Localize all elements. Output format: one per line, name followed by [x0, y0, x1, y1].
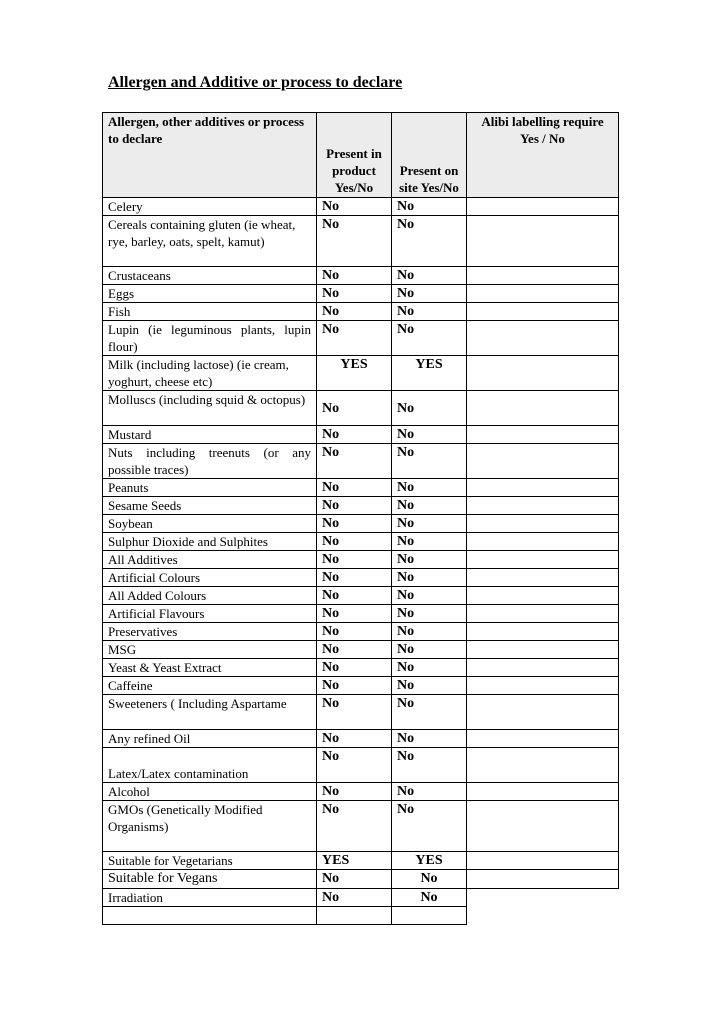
row-alibi: [467, 303, 619, 321]
table-row: [103, 783, 619, 801]
row-item: Latex/Latex contamination: [103, 748, 317, 783]
row-alibi: [467, 659, 619, 677]
row-alibi: [467, 267, 619, 285]
row-on-site: No: [392, 870, 467, 889]
table-row: [103, 303, 619, 321]
table-row: [103, 198, 619, 216]
row-alibi: [467, 198, 619, 216]
row-in-product: No: [317, 870, 392, 889]
row-on-site: No: [392, 801, 467, 852]
row-on-site: No: [392, 515, 467, 533]
row-item: Preservatives: [103, 623, 317, 641]
row-alibi: [467, 852, 619, 870]
page-title: Allergen and Additive or process to declare: [108, 74, 403, 91]
row-item: Eggs: [103, 285, 317, 303]
row-alibi: [467, 641, 619, 659]
row-item: Artificial Flavours: [103, 605, 317, 623]
row-in-product: No: [317, 641, 392, 659]
row-alibi: [467, 783, 619, 801]
table-row: [103, 587, 619, 605]
row-alibi: [467, 730, 619, 748]
row-alibi: [467, 605, 619, 623]
row-alibi: [467, 801, 619, 852]
table-row: [103, 497, 619, 515]
row-alibi: [467, 677, 619, 695]
row-on-site: No: [392, 391, 467, 426]
row-on-site: No: [392, 267, 467, 285]
row-item: All Additives: [103, 551, 317, 569]
row-on-site: YES: [392, 356, 467, 391]
row-alibi: [467, 623, 619, 641]
row-on-site: No: [392, 216, 467, 267]
row-on-site: No: [392, 730, 467, 748]
table-row: [103, 641, 619, 659]
row-on-site: No: [392, 748, 467, 783]
empty-cell: [467, 907, 619, 925]
row-alibi: [467, 587, 619, 605]
row-in-product: No: [317, 321, 392, 356]
row-in-product: No: [317, 551, 392, 569]
table-row: [103, 285, 619, 303]
row-in-product: No: [317, 303, 392, 321]
row-alibi: [467, 695, 619, 730]
table-row-empty: [103, 907, 619, 925]
table-row: [103, 426, 619, 444]
row-alibi: [467, 515, 619, 533]
table-row: [103, 551, 619, 569]
row-item: Caffeine: [103, 677, 317, 695]
table-row: [103, 391, 619, 426]
row-in-product: No: [317, 533, 392, 551]
row-on-site: No: [392, 444, 467, 479]
row-item: Irradiation: [103, 889, 317, 907]
row-on-site: No: [392, 783, 467, 801]
table-row: [103, 801, 619, 852]
row-item: MSG: [103, 641, 317, 659]
table-row: [103, 748, 619, 783]
row-item: Milk (including lactose) (ie cream, yoghurt, cheese etc): [103, 356, 317, 391]
row-in-product: No: [317, 730, 392, 748]
table-row: [103, 533, 619, 551]
row-on-site: No: [392, 605, 467, 623]
table-row: [103, 677, 619, 695]
table-row: [103, 852, 619, 870]
table-row: [103, 730, 619, 748]
row-on-site: No: [392, 695, 467, 730]
row-in-product: No: [317, 783, 392, 801]
row-item: Lupin (ie leguminous plants, lupin flour): [103, 321, 317, 356]
row-alibi: [467, 551, 619, 569]
row-alibi: [467, 889, 619, 907]
row-in-product: No: [317, 198, 392, 216]
table-row: [103, 321, 619, 356]
row-alibi: [467, 426, 619, 444]
row-on-site: No: [392, 641, 467, 659]
row-item: Nuts including treenuts (or any possible traces): [103, 444, 317, 479]
row-item: Soybean: [103, 515, 317, 533]
row-in-product: No: [317, 695, 392, 730]
table-row: [103, 444, 619, 479]
row-alibi: [467, 444, 619, 479]
row-on-site: No: [392, 479, 467, 497]
row-item: Peanuts: [103, 479, 317, 497]
row-on-site: No: [392, 587, 467, 605]
row-alibi: [467, 569, 619, 587]
row-in-product: No: [317, 267, 392, 285]
table-row: [103, 569, 619, 587]
empty-cell: [103, 907, 317, 925]
row-in-product: No: [317, 605, 392, 623]
row-on-site: No: [392, 198, 467, 216]
empty-cell: [392, 907, 467, 925]
row-alibi: [467, 479, 619, 497]
row-in-product: No: [317, 748, 392, 783]
row-on-site: No: [392, 497, 467, 515]
row-item: Artificial Colours: [103, 569, 317, 587]
allergen-table: [102, 112, 619, 925]
row-item: Alcohol: [103, 783, 317, 801]
row-in-product: No: [317, 444, 392, 479]
row-in-product: No: [317, 587, 392, 605]
row-alibi: [467, 321, 619, 356]
empty-cell: [317, 907, 392, 925]
table-row: [103, 479, 619, 497]
row-alibi: [467, 285, 619, 303]
table-row: [103, 695, 619, 730]
table-row: [103, 605, 619, 623]
header-present-on-site: Present on site Yes/No: [392, 113, 467, 198]
row-item: Sulphur Dioxide and Sulphites: [103, 533, 317, 551]
row-item: All Added Colours: [103, 587, 317, 605]
table-row: [103, 659, 619, 677]
row-on-site: No: [392, 677, 467, 695]
row-on-site: No: [392, 533, 467, 551]
table-row: [103, 870, 619, 889]
header-allergen: Allergen, other additives or process to declare: [103, 113, 317, 198]
row-in-product: YES: [317, 852, 392, 870]
table-header-row: [103, 113, 619, 198]
row-in-product: No: [317, 216, 392, 267]
row-on-site: No: [392, 303, 467, 321]
row-item: Molluscs (including squid & octopus): [103, 391, 317, 426]
row-in-product: No: [317, 569, 392, 587]
row-alibi: [467, 216, 619, 267]
row-item: Suitable for Vegans: [103, 870, 317, 889]
row-item: Yeast & Yeast Extract: [103, 659, 317, 677]
row-in-product: No: [317, 426, 392, 444]
row-in-product: No: [317, 801, 392, 852]
row-on-site: No: [392, 889, 467, 907]
row-in-product: No: [317, 889, 392, 907]
row-item: Suitable for Vegetarians: [103, 852, 317, 870]
row-item: Cereals containing gluten (ie wheat, rye, barley, oats, spelt, kamut): [103, 216, 317, 267]
row-item: Crustaceans: [103, 267, 317, 285]
header-alibi-labelling: Alibi labelling require Yes / No: [467, 113, 619, 198]
row-item: Mustard: [103, 426, 317, 444]
row-in-product: YES: [317, 356, 392, 391]
row-alibi: [467, 497, 619, 515]
row-alibi: [467, 533, 619, 551]
row-in-product: No: [317, 479, 392, 497]
row-item: Fish: [103, 303, 317, 321]
table-row: [103, 889, 619, 907]
row-in-product: No: [317, 623, 392, 641]
row-on-site: YES: [392, 852, 467, 870]
row-alibi: [467, 870, 619, 889]
table-row: [103, 267, 619, 285]
row-on-site: No: [392, 426, 467, 444]
row-item: Sweeteners ( Including Aspartame: [103, 695, 317, 730]
row-in-product: No: [317, 497, 392, 515]
row-in-product: No: [317, 285, 392, 303]
table-row: [103, 515, 619, 533]
row-in-product: No: [317, 391, 392, 426]
row-on-site: No: [392, 659, 467, 677]
table-row: [103, 216, 619, 267]
table-row: [103, 356, 619, 391]
row-on-site: No: [392, 623, 467, 641]
row-alibi: [467, 748, 619, 783]
row-item: Any refined Oil: [103, 730, 317, 748]
row-item: Sesame Seeds: [103, 497, 317, 515]
row-in-product: No: [317, 677, 392, 695]
row-alibi: [467, 391, 619, 426]
table-row: [103, 623, 619, 641]
header-present-in-product: Present in product Yes/No: [317, 113, 392, 198]
row-on-site: No: [392, 569, 467, 587]
row-alibi: [467, 356, 619, 391]
row-item: Celery: [103, 198, 317, 216]
row-in-product: No: [317, 659, 392, 677]
row-on-site: No: [392, 285, 467, 303]
row-on-site: No: [392, 551, 467, 569]
row-in-product: No: [317, 515, 392, 533]
row-on-site: No: [392, 321, 467, 356]
row-item: GMOs (Genetically Modified Organisms): [103, 801, 317, 852]
